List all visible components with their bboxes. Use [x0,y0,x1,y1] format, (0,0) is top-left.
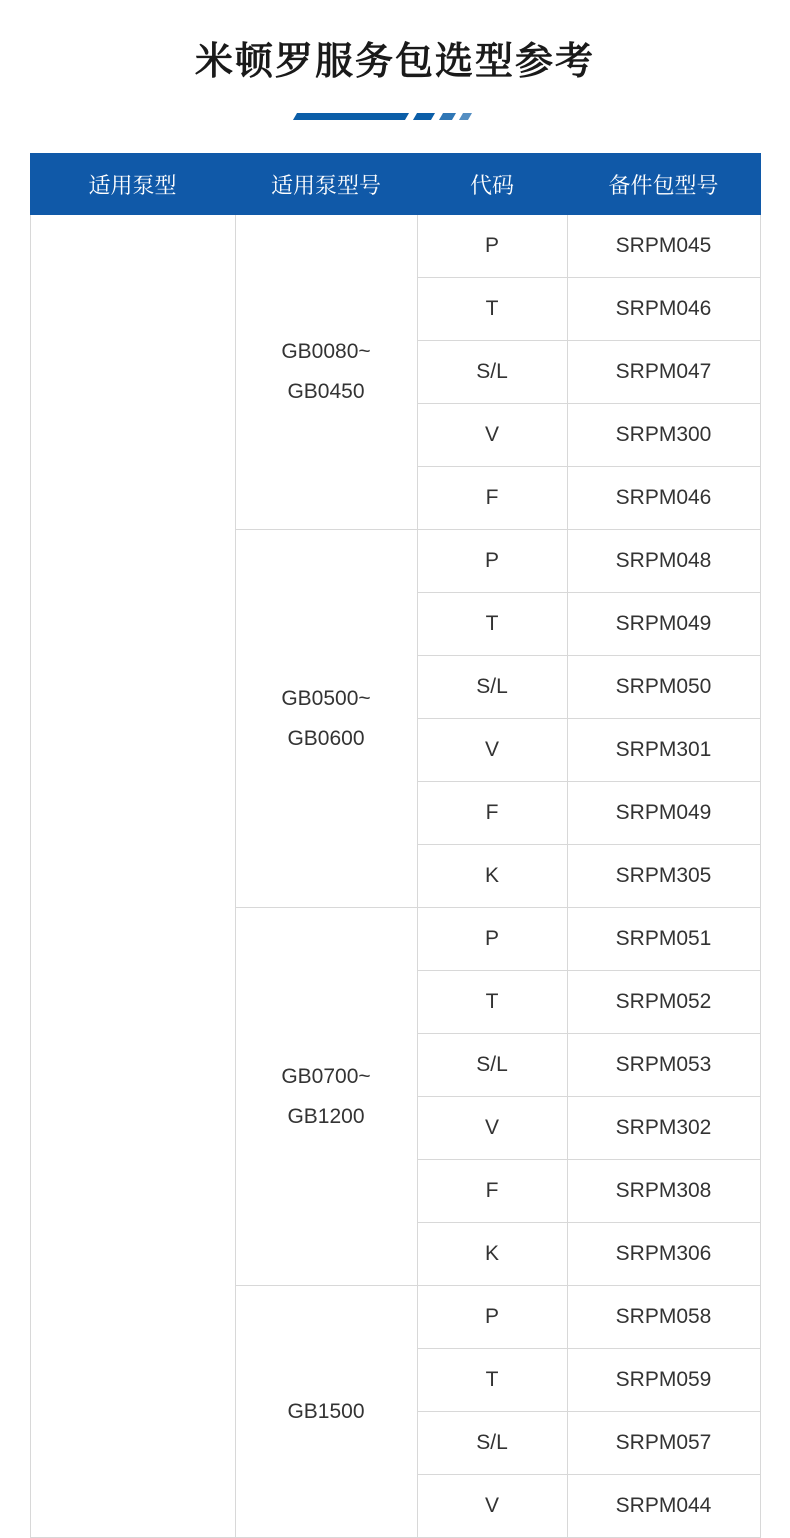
cell-code: S/L [417,341,567,404]
cell-kit-model: SRPM048 [567,530,760,593]
cell-kit-model: SRPM051 [567,908,760,971]
cell-code: S/L [417,1034,567,1097]
cell-kit-model: SRPM053 [567,1034,760,1097]
cell-kit-model: SRPM300 [567,404,760,467]
cell-code: F [417,1160,567,1223]
cell-pump-type [30,215,235,1538]
cell-code: T [417,278,567,341]
cell-pump-model: GB1500 [235,1286,417,1538]
cell-pump-model: GB0700~ GB1200 [235,908,417,1286]
cell-kit-model: SRPM050 [567,656,760,719]
column-header-kit-model: 备件包型号 [567,154,760,215]
cell-code: K [417,1223,567,1286]
cell-pump-model: GB0500~ GB0600 [235,530,417,908]
cell-code: T [417,1349,567,1412]
cell-kit-model: SRPM052 [567,971,760,1034]
cell-kit-model: SRPM305 [567,845,760,908]
cell-code: F [417,467,567,530]
cell-kit-model: SRPM059 [567,1349,760,1412]
title-divider-ornament [295,107,495,125]
column-header-code: 代码 [417,154,567,215]
table-header-row [30,154,760,215]
cell-code: S/L [417,1412,567,1475]
cell-kit-model: SRPM046 [567,467,760,530]
page-title: 米顿罗服务包选型参考 [194,39,595,83]
cell-kit-model: SRPM047 [567,341,760,404]
cell-kit-model: SRPM049 [567,782,760,845]
cell-code: V [417,1097,567,1160]
divider-bar [293,113,409,120]
cell-kit-model: SRPM306 [567,1223,760,1286]
cell-kit-model: SRPM058 [567,1286,760,1349]
cell-kit-model: SRPM046 [567,278,760,341]
cell-code: P [417,215,567,278]
cell-code: V [417,1475,567,1538]
divider-slash-2 [439,113,456,120]
cell-code: V [417,719,567,782]
cell-kit-model: SRPM044 [567,1475,760,1538]
column-header-pump-type: 适用泵型 [30,154,235,215]
cell-kit-model: SRPM045 [567,215,760,278]
cell-code: P [417,530,567,593]
cell-kit-model: SRPM308 [567,1160,760,1223]
cell-kit-model: SRPM302 [567,1097,760,1160]
column-header-pump-model: 适用泵型号 [235,154,417,215]
divider-slash-1 [413,113,435,120]
cell-kit-model: SRPM049 [567,593,760,656]
cell-kit-model: SRPM057 [567,1412,760,1475]
service-kit-table [30,153,761,1538]
table-body [30,215,760,1538]
divider-slash-3 [459,113,472,120]
cell-code: P [417,1286,567,1349]
cell-kit-model: SRPM301 [567,719,760,782]
cell-code: P [417,908,567,971]
cell-code: F [417,782,567,845]
cell-code: T [417,593,567,656]
cell-code: K [417,845,567,908]
cell-code: T [417,971,567,1034]
cell-code: S/L [417,656,567,719]
cell-code: V [417,404,567,467]
cell-pump-model: GB0080~ GB0450 [235,215,417,530]
table-row [30,215,760,278]
